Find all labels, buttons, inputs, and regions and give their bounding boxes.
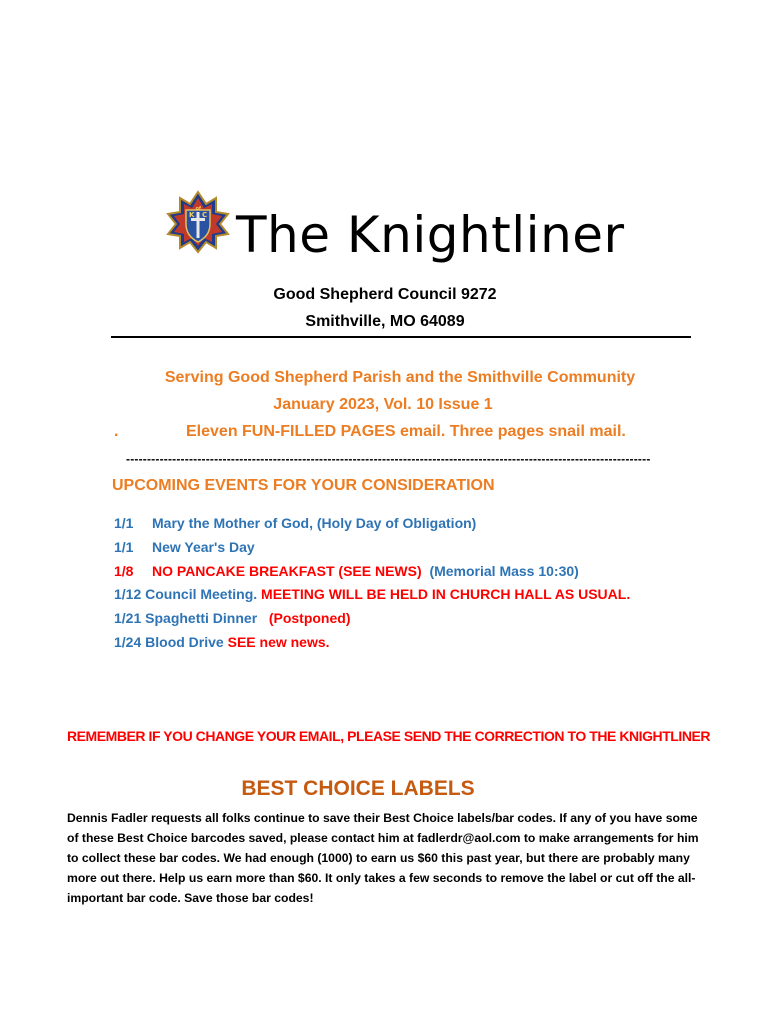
event-text: NO PANCAKE BREAKFAST (SEE NEWS)	[152, 563, 422, 579]
best-choice-paragraph: Dennis Fadler requests all folks continue to save their Best Choice labels/bar codes. If any of you have some of these Best Choice barcodes saved, please contact him at fadlerdr@aol.com to make arrangements for him to collect these bar codes. We had enough (1000) to earn us $60 this past year, but there are probably many more out there. Help us earn more than $60. It only takes a few seconds to remove the label or cut off the all-important bar code. Save those bar codes!	[67, 811, 699, 905]
event-text: Mary the Mother of God, (Holy Day of Obligation)	[152, 515, 477, 531]
event-item	[114, 608, 350, 628]
event-text: New Year's Day	[152, 539, 255, 555]
svg-text:C: C	[202, 211, 208, 219]
event-item	[114, 584, 630, 604]
dashed-separator: -----------------------------------------------------------------------------------------------------------------------------	[126, 452, 651, 466]
svg-text:of: of	[195, 206, 202, 212]
event-text: Spaghetti Dinner	[145, 610, 258, 626]
event-note: (Memorial Mass 10:30)	[429, 563, 579, 579]
best-choice-heading: BEST CHOICE LABELS	[241, 777, 475, 800]
event-text: Council Meeting.	[145, 586, 258, 602]
council-city: Smithville, MO 64089	[305, 313, 465, 330]
event-date: 1/24	[114, 634, 142, 650]
event-note: (Postponed)	[268, 610, 351, 626]
serving-tagline: Serving Good Shepherd Parish and the Smithville Community	[164, 369, 636, 386]
event-note: MEETING WILL BE HELD IN CHURCH HALL AS USUAL.	[261, 586, 631, 602]
event-item	[114, 632, 330, 652]
event-item	[114, 513, 476, 533]
page-count-note: Eleven FUN-FILLED PAGES email. Three pages snail mail.	[186, 423, 626, 440]
event-date: 1/8	[114, 563, 134, 579]
upcoming-events-heading: UPCOMING EVENTS FOR YOUR CONSIDERATION	[112, 477, 495, 494]
event-date: 1/12	[114, 586, 142, 602]
header-divider	[111, 336, 691, 338]
event-date: 1/1	[114, 515, 134, 531]
event-note: SEE new news.	[227, 634, 330, 650]
event-item	[114, 537, 255, 557]
newsletter-title: The Knightliner	[236, 206, 625, 264]
event-date: 1/21	[114, 610, 142, 626]
stray-period: .	[114, 423, 119, 440]
email-change-reminder: REMEMBER IF YOU CHANGE YOUR EMAIL, PLEASE SEND THE CORRECTION TO THE KNIGHTLINER	[67, 728, 711, 744]
knights-of-columbus-emblem-icon	[166, 190, 230, 254]
event-item	[114, 561, 579, 581]
svg-text:K: K	[189, 211, 195, 219]
council-name: Good Shepherd Council 9272	[273, 286, 497, 303]
event-date: 1/1	[114, 539, 134, 555]
issue-date: January 2023, Vol. 10 Issue 1	[273, 396, 493, 413]
event-text: Blood Drive	[145, 634, 224, 650]
